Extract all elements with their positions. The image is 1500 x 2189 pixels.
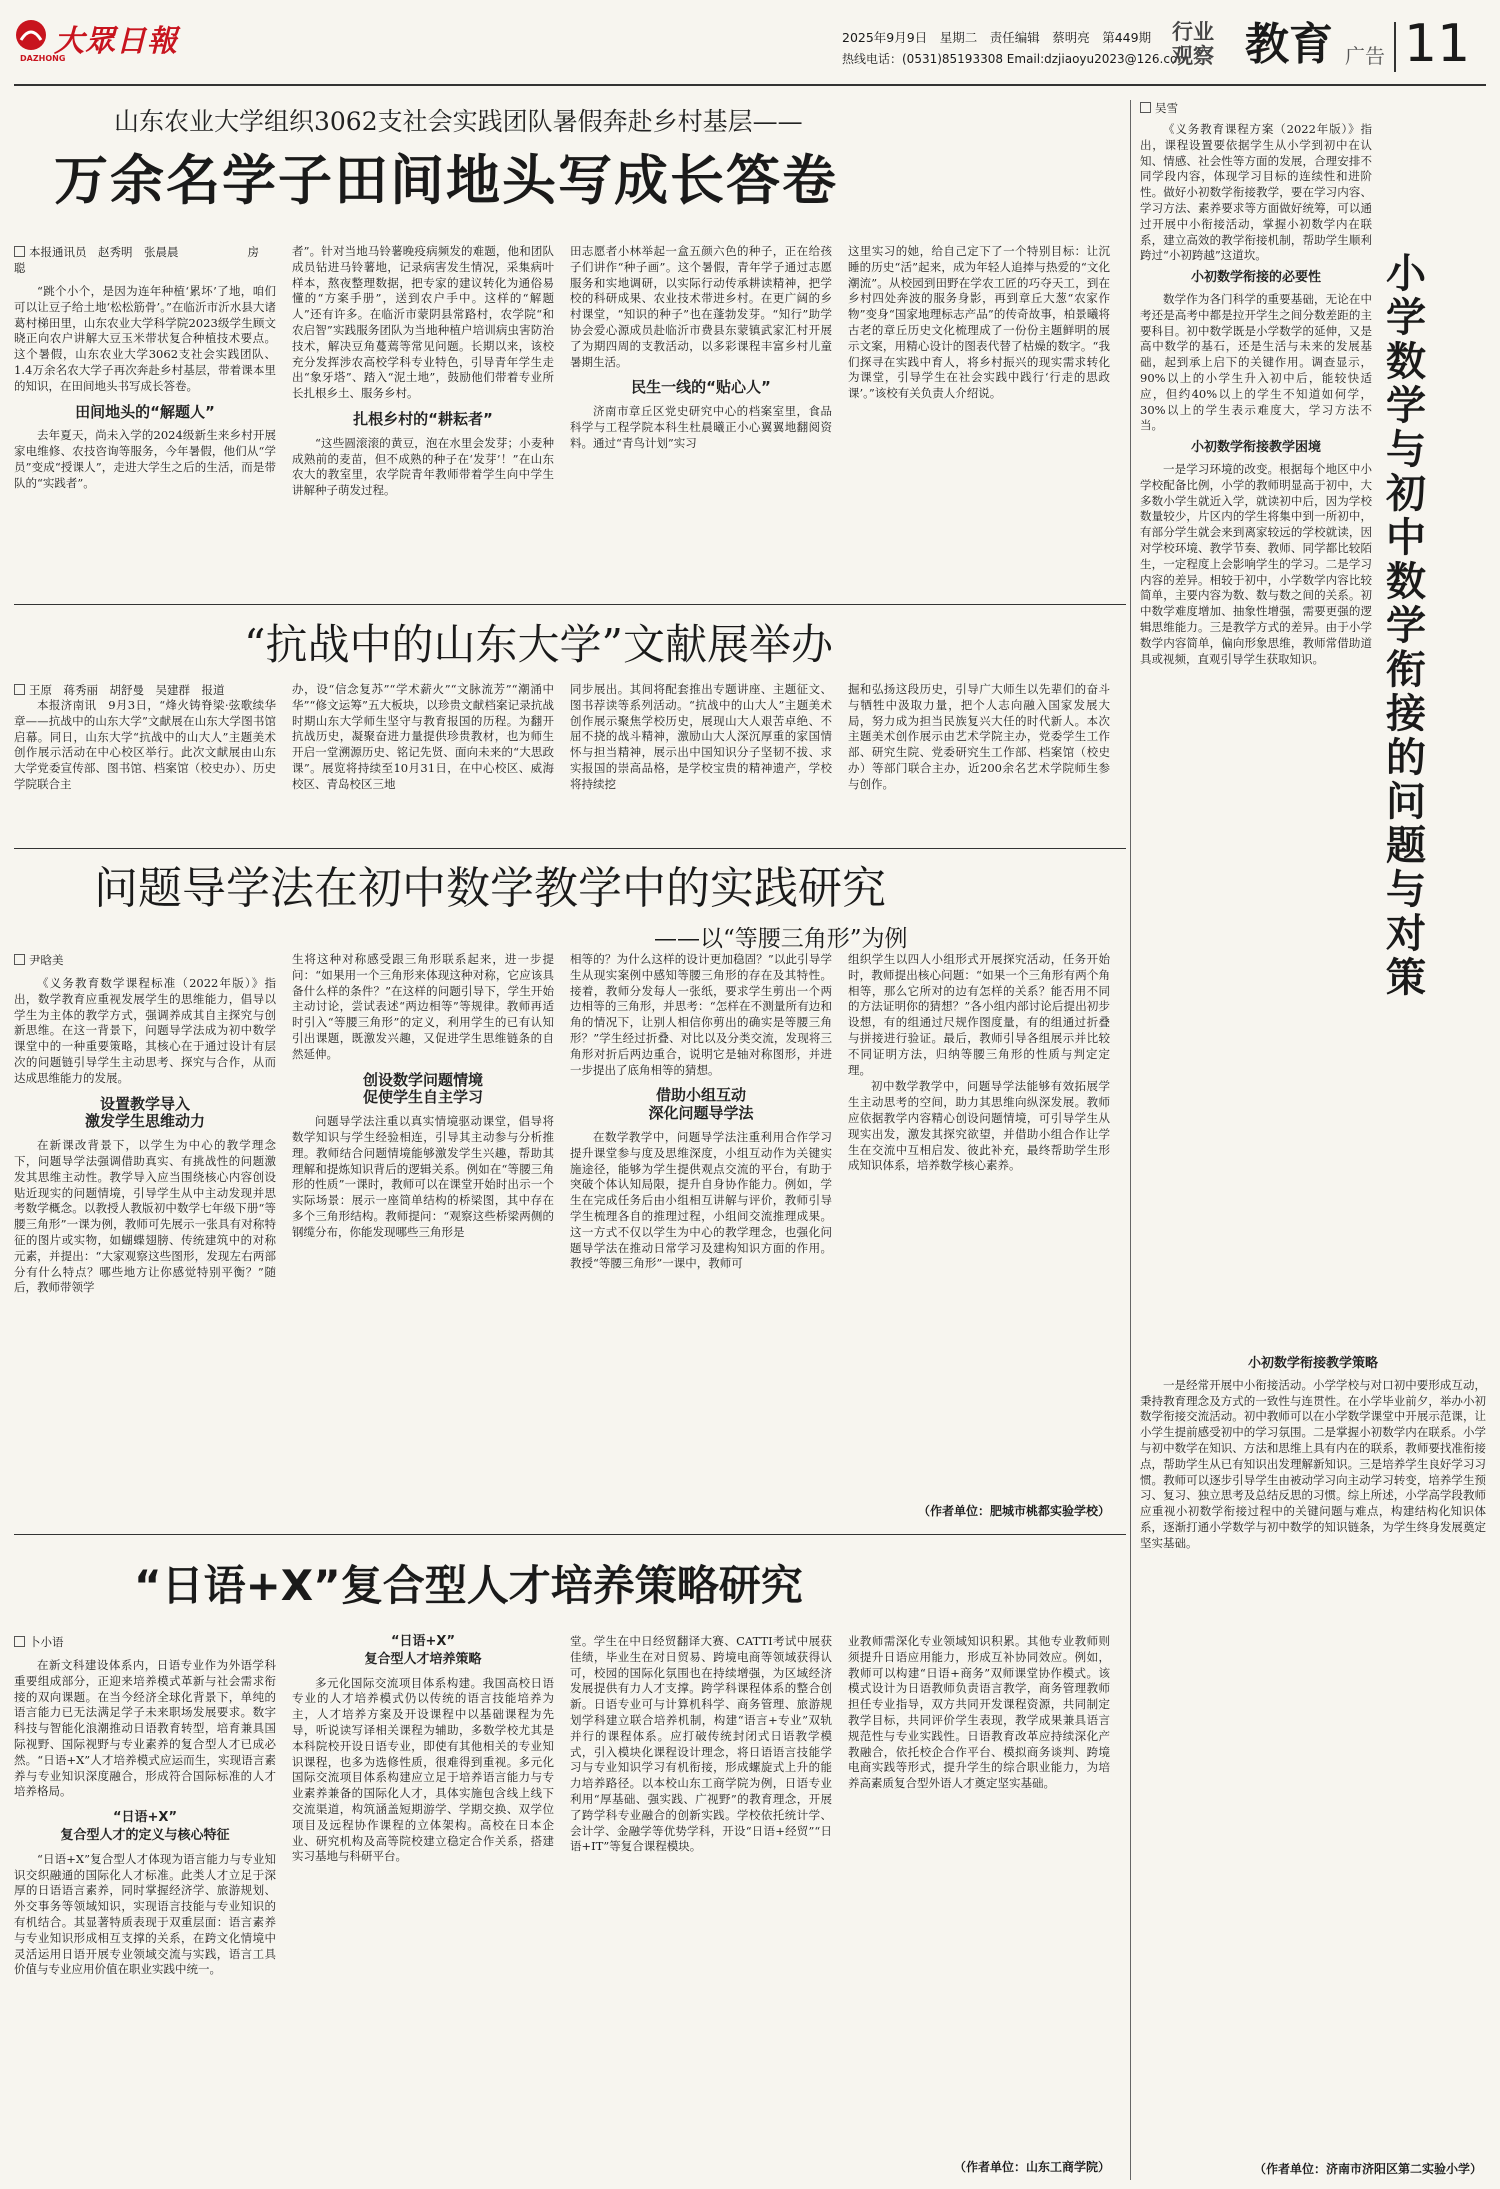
article4-col1b: “日语+X”复合型人才体现为语言能力与专业知识交织融通的国际化人才标准。此类人才立足于深厚的日语语言素养，同时掌握经济学、旅游规划、外交事务等领域知识，实现语言技能与专业知识的有机结合。其显著特质表现于双重层面：语言素养与专业知识形成相互支撑的关系，在跨文化情境中灵活运用日语开展专业领域交流与实践，语言工具价值与专业应用价值在职业实践中统一。	[14, 1851, 276, 1977]
article3-col1: 《义务教育数学课程标准（2022年版）》指出，数学教育应重视发展学生的思维能力，倡导以学生为主体的教学方式，强调养成其自主探究与创新思维。在这一背景下，问题导学法成为初中数学课堂中的一种重要策略，其核心在于通过设计有层次的问题链引导学生主动思考、探究与合作，从而达成思维能力的发展。	[14, 976, 276, 1085]
article-2	[14, 610, 1124, 850]
article1-byline: 本报通讯员 赵秀明 张晨晨 房 聪	[14, 245, 271, 275]
article2-col2: 办，设“信念复苏”“学术薪火”“文脉流芳”“潮涌中华”“修文运筹”五大板块，以珍贵文献档案记录抗战时期山东大学师生坚守与教育报国的历程。为翻开抗战历史，凝聚奋进力量提供珍贵教材，也为师生开启一堂溯源历史、铭记先贤、面向未来的“大思政课”。展览将持续至10月31日，在中心校区、威海校区、青岛校区三地	[292, 682, 554, 791]
article4-col1-sub1: “日语+X”	[112, 1810, 177, 1826]
contact-line: 热线电话：(0531)85193308 Email:dzjiaoyu2023@126.com	[842, 52, 1190, 66]
sidebar-sub3: 小初数学衔接教学策略	[1247, 1356, 1378, 1371]
article4-col1: 在新文科建设体系内，日语专业作为外语学科重要组成部分，正迎来培养模式革新与社会需求衔接的双向课题。在当今经济全球化背景下，单纯的语言能力已无法满足学子未来职场发展要求。数字科技与智能化浪潮推动日语教育转型，培育兼具国际视野、国际视野与专业素养的复合型人才已成必然。“日语+X”人才培养模式应运而生，实现语言素养与专业知识深度融合，形成符合国际标准的人才培养格局。	[14, 1658, 276, 1799]
article4-headline: “日语+X”复合型人才培养策略研究	[134, 1561, 803, 1610]
article4-byline: 卜小语	[29, 1635, 64, 1649]
divider-1	[14, 604, 1126, 605]
article2-headline: “抗战中的山东大学”文献展举办	[244, 620, 833, 669]
article1-kicker: 山东农业大学组织3062支社会实践团队暑假奔赴乡村基层——	[114, 107, 803, 136]
sidebar-article	[1140, 100, 1486, 2180]
date-line: 2025年9月9日 星期二 责任编辑 蔡明亮 第449期	[842, 30, 1152, 45]
article1-col2b: “这些圆滚滚的黄豆，泡在水里会发芽；小麦种成熟前的麦苗，但不成熟的种子在‘发芽’！”在山东农大的教室里，农学院青年教师带着学生向中学生讲解种子萌发过程。	[292, 435, 554, 498]
article1-sub1: 田间地头的“解题人”	[75, 402, 215, 421]
tag-box	[1172, 20, 1232, 68]
article2-col3: 同步展出。其间将配套推出专题讲座、主题征文、图书荐读等系列活动。“抗战中的山大人”主题美术创作展示聚焦学校历史，展现山大人艰苦卓绝、不屈不挠的战斗精神，激励山大人深沉厚重的家国情怀与担当精神，展示出中国知识分子坚韧不拔、求实报国的崇高品格，是学校宝贵的精神遗产，学校将持续挖	[570, 682, 832, 791]
article-3	[14, 852, 1124, 1532]
article2-col4: 掘和弘扬这段历史，引导广大师生以先辈们的奋斗与牺牲中汲取力量，把个人志向融入国家发展大局，努力成为担当民族复兴大任的时代新人。本次主题美术创作展示由艺术学院主办，党委学生工作部、研究生院、党委研究生工作部、档案馆（校史办）等部门联合主办，近200余名艺术学院师生参与创作。	[848, 682, 1110, 791]
article3-col3-sub2: 深化问题导学法	[648, 1104, 754, 1123]
article4-credit: （作者单位：山东工商学院）	[953, 2160, 1110, 2174]
article1-sub3: 民生一线的“贴心人”	[631, 378, 771, 397]
article4-col2-sub1: “日语+X”	[390, 1634, 455, 1649]
article3-col3: 相等的？为什么这样的设计更加稳固？”以此引导学生从现实案例中感知等腰三角形的存在及其特性。接着，教师分发每人一张纸，要求学生剪出一个两边相等的三角形，并思考：“怎样在不测量所有边和角的情况下，让别人相信你剪出的确实是等腰三角形？”学生经过折叠、对比以及分类交流，发现将三角形对折后两边重合，说明它是轴对称图形，并进一步提出了底角相等的猜想。	[570, 952, 832, 1077]
article4-col1-sub2: 复合型人才的定义与核心特征	[60, 1827, 230, 1843]
section-ad: 广告	[1345, 44, 1385, 68]
sidebar-sub2: 小初数学衔接教学困境	[1190, 440, 1321, 456]
article-1	[14, 96, 1124, 596]
article2-col1: 本报济南讯 9月3日，“烽火铸脊梁·弦歌续华章——抗战中的山东大学”文献展在山东大学图书馆启幕。同日，山东大学“抗战中的山大人”主题美术创作展示活动在中心校区举行。此次文献展由山东大学党委宣传部、图书馆、档案馆（校史办）、历史学院联合主	[14, 698, 276, 791]
logo-sub: DAZHONG	[20, 54, 66, 63]
sidebar-p1: 数学作为各门科学的重要基础，无论在中考还是高考中都是拉开学生之间分数差距的主要科目。初中数学既是小学数学的延伸，又是高中数学的基石，还是生活与未来的发展基础，起到承上启下的关键作用。调查显示，90%以上的小学生升入初中后，能较快适应，但约40%以上的学生不知道如何学，30%以上的学生表示难度大，学习方法不当。	[1140, 291, 1372, 433]
article4-col2-sub2: 复合型人才培养策略	[364, 1651, 482, 1667]
divider-2	[14, 848, 1126, 849]
article3-col1-sub1: 设置教学导入	[99, 1094, 190, 1113]
sidebar-intro: 《义务教育课程方案（2022年版）》指出，课程设置要依据学生从小学到初中在认知、情感、社会性等方面的发展，合理安排不同学段内容，体现学习目标的连续性和进阶性。做好小初数学衔接教学，要在学习内容、学习方法、素养要求等方面做好统筹，可以通过开展中小衔接活动，掌握小初数学内在联系，建立高效的教学衔接机制，帮助学生顺利跨过“小初跨越”这道坎。	[1140, 122, 1372, 263]
tag-top: 行业	[1172, 20, 1214, 44]
sidebar-left-rule	[1130, 100, 1131, 2180]
article1-col3b: 济南市章丘区党史研究中心的档案室里，食品科学与工程学院本科生杜晨曦正小心翼翼地翻阅资料。通过“青鸟计划”实习	[570, 404, 832, 450]
divider-3	[14, 1534, 1126, 1535]
article3-col1b: 在新课改背景下，以学生为中心的教学理念下，问题导学法强调借助真实、有挑战性的问题激发其思维主动性。教学导入应当围绕核心内容创设贴近现实的问题情境，引导学生从中主动发现并思考数学概念。以教授人教版初中数学七年级下册“等腰三角形”一课为例，教师可先展示一张具有对称特征的图片或实物，如蝴蝶翅膀、传统建筑中的对称元素，并提出：“大家观察这些图形，发现左右两部分有什么特点？哪些地方让你感觉特别平衡？”随后，教师带领学	[14, 1138, 276, 1295]
article-4	[14, 1538, 1124, 2183]
article4-col3: 堂。学生在中日经贸翻译大赛、CATTI考试中展获佳绩，毕业生在对日贸易、跨境电商等领域获得认可，校园的国际化氛围也在持续增强，为区域经济发展提供有力人才支撑。跨学科课程体系的整合创新。日语专业可与计算机科学、商务管理、旅游规划学科建立联合培养机制，构建“语言+专业”双轨并行的课程体系。应打破传统封闭式日语教学模式，引入模块化课程设计理念，将日语语言技能学习与专业知识学习有机衔接，形成螺旋式上升的能力培养路径。以本校山东工商学院为例，日语专业利用“厚基础、强实践、广视野”的教育理念，开展了跨学科专业融合的创新实践。学校依托统计学、会计学、金融学等优势学科，开设“日语+经贸”“日语+IT”等复合课程模块。	[570, 1634, 832, 1854]
page-number: 11	[1404, 14, 1471, 74]
article2-byline: 王原 蒋秀丽 胡舒曼 吴建群 报道	[29, 683, 225, 697]
tag-bottom: 观察	[1172, 44, 1214, 68]
article3-byline: 尹晗美	[29, 953, 64, 967]
byline-box-icon	[14, 684, 25, 695]
article3-col2b: 问题导学法注重以真实情境驱动课堂，倡导将数学知识与学生经验相连，引导其主动参与分析推理。教师结合问题情境能够激发学生兴趣，帮助其理解和提炼知识背后的逻辑关系。例如在“等腰三角形的性质”一课时，教师可以在课堂开始时出示一个实际场景：展示一座简单结构的桥梁图，其中存在多个三角形结构。教师提问：“观察这些桥梁两侧的钢缆分布，你能发现哪些三角形是	[292, 1114, 554, 1239]
article3-col3-sub1: 借助小组互动	[655, 1086, 746, 1105]
article1-col1: “跳个小个，是因为连年种植‘累坏’了地，咱们可以让豆子给土地‘松松筋骨’。”在临沂市沂水县大诸葛村梯田里，山东农业大学科学院2023级学生顾文晓正向农户讲解大豆玉米带状复合种植技术要点。这个暑假，山东农业大学3062支社会实践团队、1.4万余名农大学子再次奔赴乡村基层，带着课本里的知识，在田间地头书写成长答卷。	[14, 284, 276, 393]
article1-headline: 万余名学子田间地头写成长答卷	[54, 149, 838, 212]
article1-col2: 者”。针对当地马铃薯晚疫病频发的难题，他和团队成员钻进马铃薯地，记录病害发生情况，采集病叶样本，熬夜整理数据，把专家的建议转化为通俗易懂的“方案手册”，送到农户手中。这样的“解题人”还有许多。在临沂市蒙阴县常路村，农学院“和农启智”实践服务团队为当地种植户培训病虫害防治技术，解决豆角蔓蔫等常见问题。长期以来，该校充分发挥涉农高校学科专业特色，引导青年学生走出“象牙塔”、踏入“泥土地”，鼓励他们带着专业所长扎根乡土、服务乡村。	[292, 244, 554, 401]
byline-box-icon	[14, 246, 25, 257]
byline-box-icon	[1140, 102, 1151, 113]
article1-sub2: 扎根乡村的“耕耘者”	[353, 409, 493, 428]
article3-col2-sub1: 创设数学问题情境	[362, 1070, 483, 1089]
article3-credit: （作者单位：肥城市桃都实验学校）	[917, 1504, 1110, 1518]
article3-col2: 生将这种对称感受跟三角形联系起来，进一步提问：“如果用一个三角形来体现这种对称，它应该具备什么样的条件？”在这样的问题引导下，学生开始主动讨论，尝试表述“两边相等”等规律。教师再适时引入“等腰三角形”的定义，利用学生的已有认知引出课题，既激发兴趣，又促进学生思维链条的自然延伸。	[292, 952, 554, 1061]
sidebar-p2: 一是学习环境的改变。根据每个地区中小学校配备比例，小学的教师明显高于初中，大多数小学生就近入学，就读初中后，因为学校数量较少，片区内的学生将集中到一所初中，有部分学生就会来到离家较远的学校就读，因对学校环境、教学节奏、教师、同学都比较陌生，一定程度上会影响学生的学习。二是学习内容的差异。相较于初中，小学数学内容比较简单，主要内容为数、数与数之间的关系。初中数学难度增加、抽象性增强，需要更强的逻辑思维能力。三是教学方式的差异。由于小学数学内容简单，偏向形象思维，教师常借助道具或视频，直观引导学生获取知识。	[1140, 461, 1372, 666]
section-title: 教育	[1245, 19, 1333, 70]
article3-col4b: 初中数学教学中，问题导学法能够有效拓展学生主动思考的空间，助力其思维向纵深发展。教师应依据教学内容精心创设问题情境，可引导学生从现实出发，激发其探究欲望，并借助小组合作让学生在交流中互相启发、彼此补充，最终帮助学生形成知识体系，培养数学核心素养。	[848, 1079, 1110, 1173]
article4-col4: 业教师需深化专业领域知识积累。其他专业教师则须提升日语应用能力，形成互补协同效应。例如，教师可以构建“日语+商务”双师课堂协作模式。该模式设计为日语教师负责语言教学，商务管理教师担任专业指导，双方共同开发课程资源，共同制定教学目标，共同评价学生表现，教学成果兼具语言规范性与专业实践性。日语教育改革应持续深化产教融合，依托校企合作平台、模拟商务谈判、跨境电商实践等形式，提升学生的综合职业能力，为培养高素质复合型外语人才奠定坚实基础。	[848, 1634, 1110, 1791]
byline-box-icon	[14, 1636, 25, 1647]
sidebar-headline: 小学数学与初中数学衔接的问题与对策	[1386, 251, 1426, 1001]
article1-col3: 田志愿者小林举起一盒五颜六色的种子，正在给孩子们讲作“种子画”。这个暑假，青年学子通过志愿服务和实地调研，以实际行动传承耕读精神，把学校的科研成果、农业技术带进乡村。在更广阔的乡村课堂，“知识的种子”也在蓬勃发芽。“知行”助学协会爱心源成员赴临沂市费县东蒙镇武家汇村开展了为期四周的支教活动，以多彩课程丰富乡村儿童暑期生活。	[570, 244, 832, 369]
logo	[14, 12, 214, 72]
article3-headline: 问题导学法在初中数学教学中的实践研究	[94, 863, 886, 914]
logo-text: 大眾日報	[54, 24, 178, 59]
article3-col2-sub2: 促使学生自主学习	[362, 1088, 483, 1107]
article3-col1-sub2: 激发学生思维动力	[84, 1112, 205, 1131]
byline-box-icon	[14, 954, 25, 965]
masthead	[0, 0, 1500, 90]
masthead-rule	[14, 84, 1486, 86]
article4-col2: 多元化国际交流项目体系构建。我国高校日语专业的人才培养模式仍以传统的语言技能培养为主，人才培养方案及开设课程中以基础课程为先导，听说读写译相关课程为辅助，多数学校尤其是本科院校开设日语专业，即使有其他相关的专业知识课程，也多为选修性质，很难得到重视。多元化国际交流项目体系构建应立足于培养语言能力与专业素养兼备的国际化人才，具体实施包含线上线下交流渠道，构筑涵盖短期游学、学期交换、双学位项目及远程协作课程的立体架构。高校在日本企业、研究机构及高等院校建立稳定合作关系，搭建实习基地与科研平台。	[292, 1675, 554, 1864]
sidebar-byline: 吴雪	[1155, 101, 1178, 115]
sidebar-p3: 一是经常开展中小衔接活动。小学学校与对口初中要形成互动，秉持教育理念及方式的一致性与连贯性。在小学毕业前夕，举办小初数学衔接交流活动。初中教师可以在小学数学课堂中开展示范课，让小学生提前感受初中的学习氛围。二是掌握小初数学内在联系。小学与初中数学在知识、方法和思维上具有内在的联系，教师要找准衔接点，帮助学生从已有知识出发理解新知识。三是培养学生良好学习习惯。教师可以逐步引导学生由被动学习向主动学习转变，培养学生预习、复习、独立思考及总结反思的习惯。综上所述，小学高学段教师应重视小初数学衔接过程中的关键问题与难点，构建结构化知识体系，逐渐打通小学数学与初中数学的知识链条，为学生终身发展奠定坚实基础。	[1140, 1377, 1486, 1550]
logo-emblem-icon	[14, 18, 48, 52]
article1-col1b: 去年夏天，尚未入学的2024级新生来乡村开展家电维修、农技咨询等服务，今年暑假，他们从“学员”变成“授课人”，走进大学生之后的生活，而是带队的“实践者”。	[14, 428, 276, 490]
article3-subtitle: ——以“等腰三角形”为例	[654, 926, 908, 952]
article3-col3b: 在数学教学中，问题导学法注重利用合作学习提升课堂参与度及思维深度，小组互动作为关键实施途径，能够为学生提供观点交流的平台，有助于突破个体认知局限，提升自身协作能力。例如，学生在完成任务后由小组相互讲解与评价，教师引导学生梳理各自的推理过程，小组间交流推理成果。这一方式不仅以学生为中心的教学理念，也强化问题导学法在推动日常学习及建构知识方面的作用。教授“等腰三角形”一课中，教师可	[570, 1129, 832, 1271]
page-no-divider	[1394, 22, 1396, 72]
article3-col4: 组织学生以四人小组形式开展探究活动，任务开始时，教师提出核心问题：“如果一个三角形有两个角相等，那么它所对的边有怎样的关系？能否用不同的方法证明你的猜想？”各小组内部讨论后提出初步设想，有的组通过尺规作图度量，有的组通过折叠与拼接进行验证。最后，教师引导各组展示并比较不同证明方法，归纳等腰三角形的性质与判定定理。	[848, 952, 1110, 1077]
sidebar-sub1: 小初数学衔接的必要性	[1190, 270, 1321, 286]
article1-col4: 这里实习的她，给自己定下了一个特别目标：让沉睡的历史“活”起来，成为年轻人追捧与热爱的“文化潮流”。从校园到田野在学农工匠的巧夺天工，到在乡村四处奔波的服务身影，再到章丘大葱“农家作物”变身“国家地理标志产品”的传奇故事，柏景曦将古老的章丘历史文化梳理成了一份份主题鲜明的展示文案，用精心设计的图表代替了枯燥的数字。“我们探寻在实践中育人，将乡村振兴的现实需求转化为课堂，引导学生在社会实践中践行‘行走的思政课’。”该校有关负责人介绍说。	[848, 244, 1110, 401]
sidebar-credit: （作者单位：济南市济阳区第二实验小学）	[1253, 2162, 1482, 2176]
